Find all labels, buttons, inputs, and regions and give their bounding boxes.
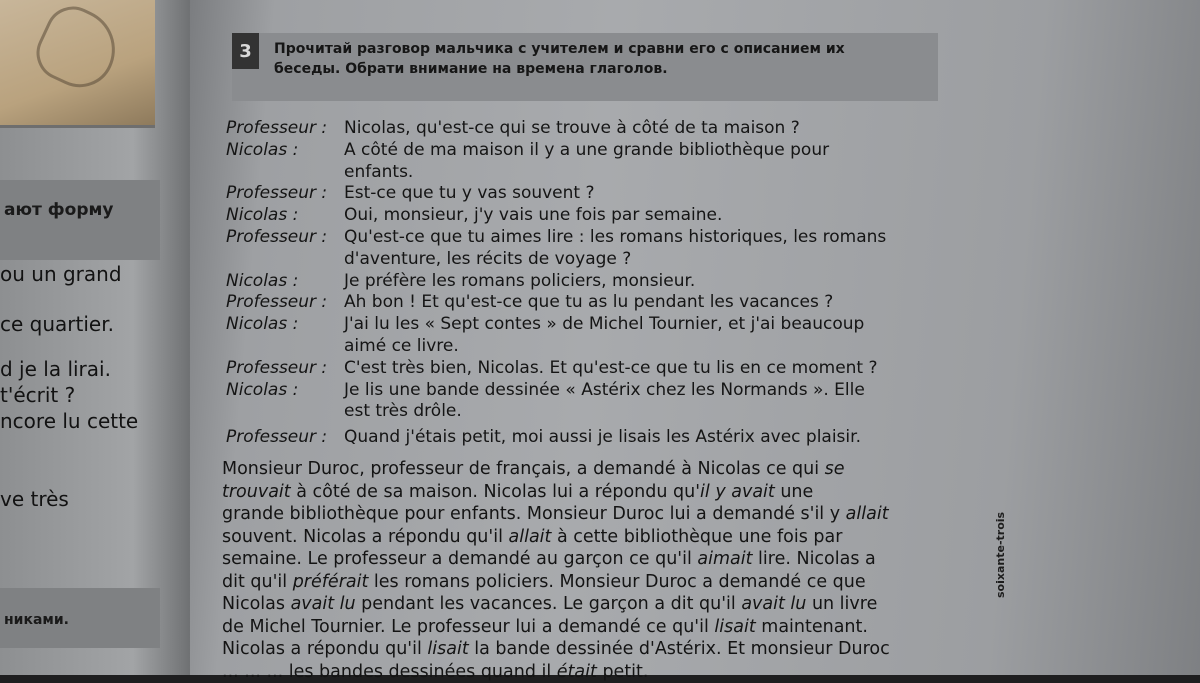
speaker-label: Professeur : bbox=[226, 358, 344, 380]
task-number-badge: 3 bbox=[232, 33, 259, 69]
text-run: les romans policiers. Monsieur Duroc a demandé ce que bbox=[368, 572, 865, 592]
dialog-turn bbox=[226, 358, 986, 380]
dialog-line: A côté de ma maison il y a une grande bibliothèque pour bbox=[344, 140, 986, 162]
text-run: une bbox=[775, 482, 814, 502]
text-run: Monsieur Duroc, professeur de français, a demandé à Nicolas ce qui bbox=[222, 459, 825, 479]
left-line-3: ce quartier. bbox=[0, 312, 114, 336]
book-page bbox=[190, 0, 1200, 675]
narration-line bbox=[222, 548, 962, 571]
verb-italic: lisait bbox=[427, 639, 468, 659]
left-line-4: d je la lirai. bbox=[0, 357, 111, 381]
text-run: un livre bbox=[806, 594, 877, 614]
dialog-line: C'est très bien, Nicolas. Et qu'est-ce que tu lis en ce moment ? bbox=[344, 358, 986, 380]
text-run: grande bibliothèque pour enfants. Monsieur Duroc lui a demandé s'il y bbox=[222, 504, 846, 524]
speaker-label: Professeur : bbox=[226, 227, 344, 249]
dialog-line: J'ai lu les « Sept contes » de Michel Tournier, et j'ai beaucoup bbox=[344, 314, 986, 336]
text-run: à côté de sa maison. Nicolas lui a répondu qu' bbox=[291, 482, 700, 502]
speaker-label: Nicolas : bbox=[226, 271, 344, 293]
narration-line bbox=[222, 661, 962, 683]
left-line-2: ou un grand bbox=[0, 262, 122, 286]
dialog-line: Oui, monsieur, j'y vais une fois par semaine. bbox=[344, 205, 986, 227]
task-instruction bbox=[274, 39, 914, 79]
text-run: de Michel Tournier. Le professeur lui a demandé ce qu'il bbox=[222, 617, 714, 637]
dialog-turn bbox=[226, 140, 986, 162]
verb-italic: aimait bbox=[697, 549, 752, 569]
dialog-turn bbox=[226, 380, 986, 402]
task-instruction-line-1: Прочитай разговор мальчика с учителем и сравни его с описанием их bbox=[274, 39, 914, 59]
left-line-7: ve très bbox=[0, 487, 69, 511]
verb-italic: allait bbox=[509, 527, 552, 547]
speaker-label: Professeur : bbox=[226, 118, 344, 140]
dialog bbox=[226, 118, 986, 449]
dialog-turn bbox=[226, 227, 986, 249]
speaker-label: Nicolas : bbox=[226, 314, 344, 336]
narration-line bbox=[222, 616, 962, 639]
verb-italic: trouvait bbox=[222, 482, 291, 502]
speaker-label: Nicolas : bbox=[226, 140, 344, 162]
speaker-label: Professeur : bbox=[226, 427, 344, 449]
left-line-1: ают форму bbox=[4, 200, 113, 220]
speaker-label: Nicolas : bbox=[226, 205, 344, 227]
text-run: ... ... ... les bandes dessinées quand il bbox=[222, 662, 557, 682]
dialog-turn bbox=[226, 314, 986, 336]
page-number-label: soixante-trois bbox=[994, 518, 1007, 598]
text-run: lire. Nicolas a bbox=[752, 549, 875, 569]
dialog-turn bbox=[226, 205, 986, 227]
left-line-6: ncore lu cette bbox=[0, 409, 138, 433]
text-run: petit. bbox=[597, 662, 649, 682]
dialog-line: Qu'est-ce que tu aimes lire : les romans historiques, les romans bbox=[344, 227, 986, 249]
narration-line bbox=[222, 593, 962, 616]
dialog-line-continued: aimé ce livre. bbox=[226, 336, 986, 358]
dialog-line: Nicolas, qu'est-ce qui se trouve à côté de ta maison ? bbox=[344, 118, 986, 140]
task-instruction-line-2: беседы. Обрати внимание на времена глаголов. bbox=[274, 59, 914, 79]
dialog-line: Ah bon ! Et qu'est-ce que tu as lu pendant les vacances ? bbox=[344, 292, 986, 314]
text-run: dit qu'il bbox=[222, 572, 293, 592]
dialog-turn bbox=[226, 427, 986, 449]
dialog-turn bbox=[226, 183, 986, 205]
dialog-line-continued: enfants. bbox=[226, 162, 986, 184]
left-page bbox=[0, 0, 190, 675]
left-line-8: никами. bbox=[4, 612, 69, 628]
text-run: pendant les vacances. Le garçon a dit qu'il bbox=[356, 594, 742, 614]
left-illustration bbox=[0, 0, 155, 128]
dialog-line: Je lis une bande dessinée « Astérix chez les Normands ». Elle bbox=[344, 380, 986, 402]
dialog-turn bbox=[226, 271, 986, 293]
verb-italic: il y avait bbox=[700, 482, 775, 502]
verb-italic: était bbox=[557, 662, 597, 682]
task-header bbox=[232, 33, 938, 101]
dialog-line: Quand j'étais petit, moi aussi je lisais les Astérix avec plaisir. bbox=[344, 427, 986, 449]
narration-line bbox=[222, 638, 962, 661]
verb-italic: se bbox=[825, 459, 845, 479]
text-run: maintenant. bbox=[756, 617, 868, 637]
narration-line bbox=[222, 481, 962, 504]
verb-italic: avait lu bbox=[291, 594, 356, 614]
verb-italic: avait lu bbox=[741, 594, 806, 614]
dialog-line-continued: d'aventure, les récits de voyage ? bbox=[226, 249, 986, 271]
narration-line bbox=[222, 458, 962, 481]
dialog-turn bbox=[226, 292, 986, 314]
speaker-label: Professeur : bbox=[226, 292, 344, 314]
narration-paragraph bbox=[222, 458, 962, 683]
dialog-line-continued: est très drôle. bbox=[226, 401, 986, 423]
dialog-turn bbox=[226, 118, 986, 140]
illustration-sketch bbox=[28, 0, 129, 98]
verb-italic: allait bbox=[846, 504, 889, 524]
text-run: semaine. Le professeur a demandé au garçon ce qu'il bbox=[222, 549, 697, 569]
speaker-label: Nicolas : bbox=[226, 380, 344, 402]
dialog-line: Est-ce que tu y vas souvent ? bbox=[344, 183, 986, 205]
text-run: souvent. Nicolas a répondu qu'il bbox=[222, 527, 509, 547]
narration-line bbox=[222, 503, 962, 526]
left-band-bottom bbox=[0, 588, 160, 648]
left-band-top bbox=[0, 180, 160, 260]
narration-line bbox=[222, 526, 962, 549]
text-run: Nicolas a répondu qu'il bbox=[222, 639, 427, 659]
verb-italic: préférait bbox=[293, 572, 369, 592]
verb-italic: lisait bbox=[714, 617, 755, 637]
narration-line bbox=[222, 571, 962, 594]
speaker-label: Professeur : bbox=[226, 183, 344, 205]
dialog-line: Je préfère les romans policiers, monsieur. bbox=[344, 271, 986, 293]
text-run: à cette bibliothèque une fois par bbox=[551, 527, 842, 547]
text-run: la bande dessinée d'Astérix. Et monsieur Duroc bbox=[469, 639, 890, 659]
left-line-5: t'écrit ? bbox=[0, 383, 75, 407]
text-run: Nicolas bbox=[222, 594, 291, 614]
